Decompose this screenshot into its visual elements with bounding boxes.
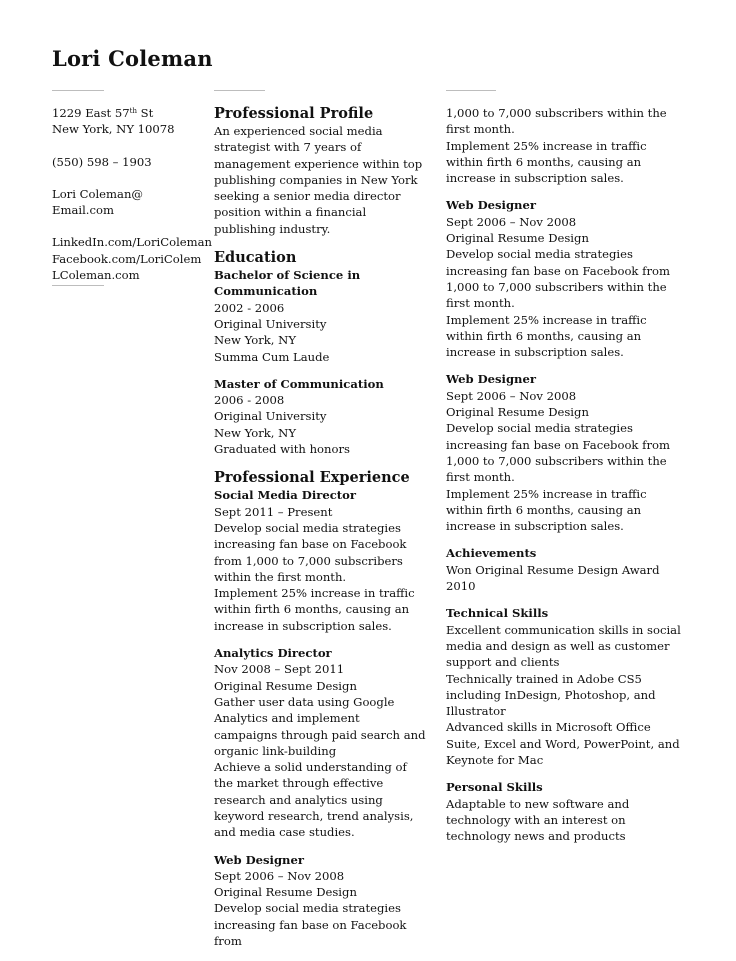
education-details: 2006 - 2008 Original University New York, NY Graduated with honors: [214, 393, 350, 457]
divider-left-bottom: [52, 285, 104, 286]
education-details: 2002 - 2006 Original University New York, NY Summa Cum Laude: [214, 300, 330, 364]
education-section: [214, 249, 426, 457]
contact-city: New York, NY 10078: [52, 122, 175, 137]
personal-skills-section: [446, 779, 686, 844]
experience-title: Professional Experience: [214, 469, 410, 487]
divider-left-top: [52, 90, 104, 91]
education-degree: Master of Communication: [214, 376, 384, 391]
contact-facebook: Facebook.com/LoriColem: [52, 251, 202, 266]
experience-role: Web Designer: [446, 372, 536, 387]
experience-details: Nov 2008 – Sept 2011 Original Resume Design Gather user data using Google Analytics and implement campaigns through paid search and organic link-building Achieve a solid understanding of the market through effective research and analytics using keyword research, trend analysis, and media case studies.: [214, 662, 426, 840]
achievements-text: Won Original Resume Design Award 2010: [446, 562, 660, 594]
personal-skills-title: Personal Skills: [446, 780, 543, 795]
main-column: [214, 105, 426, 961]
contact-website: LColeman.com: [52, 268, 140, 283]
experience-details: Sept 2006 – Nov 2008 Original Resume Design Develop social media strategies increasing fan base on Facebook from 1,000 to 7,000 subscribers within the first month. Implement 25% increase in traffic within firth 6 months, causing an increase in subscription sales.: [446, 388, 670, 534]
contact-linkedin: LinkedIn.com/LoriColeman: [52, 235, 213, 250]
side-column: [446, 105, 686, 855]
profile-section: [214, 105, 426, 237]
experience-role: Analytics Director: [214, 646, 332, 661]
experience-details: Sept 2006 – Nov 2008 Original Resume Design Develop social media strategies increasing fan base on Facebook from: [214, 868, 407, 949]
experience-item: [446, 371, 686, 534]
resume-name: Lori Coleman: [52, 46, 213, 71]
experience-details: Sept 2011 – Present Develop social media strategies increasing fan base on Facebook from 1,000 to 7,000 subscribers within the first month. Implement 25% increase in traffic within firth 6 months, causing an increase in subscription sales.: [214, 504, 415, 633]
divider-mid-top: [214, 90, 265, 91]
experience-item: [214, 852, 426, 950]
experience-details: Sept 2006 – Nov 2008 Original Resume Design Develop social media strategies increasing fan base on Facebook from 1,000 to 7,000 subscribers within the first month. Implement 25% increase in traffic within firth 6 months, causing an increase in subscription sales.: [446, 214, 670, 360]
profile-text: An experienced social media strategist with 7 years of management experience within top publishing companies in New York seeking a senior media director position within a financial publishing industry.: [214, 124, 423, 236]
contact-column: [52, 105, 213, 283]
experience-item: [446, 197, 686, 360]
achievements-title: Achievements: [446, 546, 537, 561]
technical-skills-title: Technical Skills: [446, 606, 549, 621]
education-title: Education: [214, 249, 297, 267]
experience-role: Web Designer: [214, 852, 304, 867]
technical-skills-section: [446, 605, 686, 768]
education-item: [214, 267, 426, 365]
experience-continuation: [446, 105, 686, 186]
continuation-text: 1,000 to 7,000 subscribers within the first month. Implement 25% increase in traffic within firth 6 months, causing an increase in subscription sales.: [446, 106, 667, 186]
education-degree: Bachelor of Science in Communication: [214, 268, 361, 299]
experience-role: Web Designer: [446, 198, 536, 213]
experience-section: [214, 469, 426, 949]
experience-item: [214, 487, 426, 634]
personal-skills-text: Adaptable to new software and technology with an interest on technology news and products: [446, 796, 630, 844]
contact-street: 1229 East 57th St: [52, 106, 154, 120]
contact-phone: (550) 598 – 1903: [52, 154, 152, 169]
experience-item: [214, 645, 426, 841]
technical-skills-text: Excellent communication skills in social media and design as well as customer support and clients Technically trained in Adobe CS5 including InDesign, Photoshop, and Illustrator Advanced skills in Microsoft Office Suite, Excel and Word, PowerPoint, and Keynote for Mac: [446, 622, 681, 767]
profile-title: Professional Profile: [214, 105, 374, 122]
divider-right-top: [446, 90, 496, 91]
achievements-section: [446, 545, 686, 594]
education-item: [214, 376, 426, 457]
contact-email: Lori Coleman@ Email.com: [52, 186, 144, 218]
experience-role: Social Media Director: [214, 488, 356, 503]
